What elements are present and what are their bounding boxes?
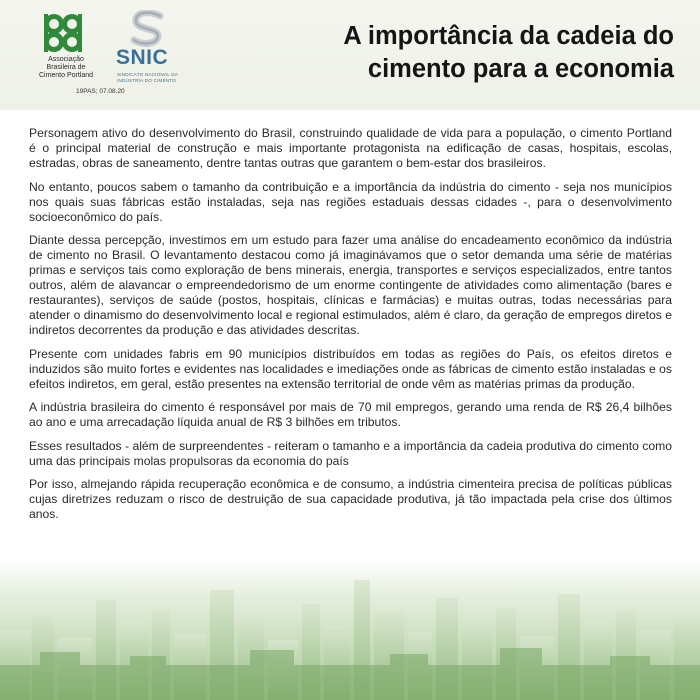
abcp-line: Brasileira de <box>46 64 86 71</box>
snic-name: SNIC <box>116 46 169 69</box>
article-paragraph: Por isso, almejando rápida recuperação econômica e de consumo, a indústria cimenteira precisa de políticas públicas cujas diretrizes reduzam o risco de destruição de sua capacidade produtiva, já tão impactada pela crise dos últimos anos. <box>29 477 672 521</box>
city-skyline-image <box>0 560 700 700</box>
abcp-name <box>22 56 110 80</box>
article-paragraph: Esses resultados - além de surpreendentes - reiteram o tamanho e a importância da cadeia produtiva do cimento como uma das principais molas propulsoras da economia do país <box>29 438 672 468</box>
article-paragraph: Diante dessa percepção, investimos em um estudo para fazer uma análise do encadeamento econômico da indústria de cimento no Brasil. O levantamento destacou como já imaginávamos que o setor demanda uma série de matérias primas e serviços tais como exploração de bens minerais, energia, transportes e serviços especializados, entre tantos outros, além de alavancar o empreendedorismo de um enorme contingente de atividades como alimentação (bares e restaurantes), serviços de saúde (postos, hospitais, clínicas e farmácias) e muitas outras, todas necessárias para atender o dinamismo do desenvolvimento local e regional estimulados, além é claro, da geração de empregos diretos e indiretos decorrentes da produção e das atividades descritas. <box>29 233 672 337</box>
header-banner <box>0 0 700 110</box>
abcp-line: Associação <box>48 56 84 63</box>
title-line: cimento para a economia <box>367 55 674 83</box>
snic-subtitle-line: INDÚSTRIA DO CIMENTO <box>117 77 177 83</box>
title-line: A importância da cadeia do <box>343 22 674 50</box>
snic-subtitle-line: SINDICATO NACIONAL DA <box>117 72 179 77</box>
article-paragraph: Presente com unidades fabris em 90 municípios distribuídos em todas as regiões do País, os efeitos diretos e induzidos são muito fortes e evidentes nas localidades e imediações onde as fábricas de cimento estão instaladas e os efeitos indiretos, em geral, estão presentes na extensão territorial de onde vêm as matérias primas da produção. <box>29 346 672 391</box>
snic-subtitle <box>117 72 187 83</box>
abcp-line: Cimento Portland <box>38 72 94 79</box>
article-paragraph: No entanto, poucos sabem o tamanho da contribuição e a importância da indústria do cimento - seja nos municípios nos quais suas fábricas estão instaladas, seja nas regiões estaduais dessas cidades -, para o desenvolvimento socioeconômico do país. <box>29 179 672 224</box>
article-body <box>29 126 672 531</box>
snic-logo-icon <box>112 10 188 50</box>
document-code: 19PAS; 07.08.20 <box>76 88 125 95</box>
page-title <box>254 20 674 86</box>
article-paragraph: A indústria brasileira do cimento é responsável por mais de 70 mil empregos, gerando uma renda de R$ 26,4 bilhões ao ano e uma arrecadação líquida anual de R$ 3 bilhões em tributos. <box>29 400 672 429</box>
article-paragraph: Personagem ativo do desenvolvimento do Brasil, construindo qualidade de vida para a população, o cimento Portland é o principal material de construção e mais importante protagonista na edificação de casas, hospitais, escolas, estradas, obras de saneamento, dentre tantas outras que garantem o bem-estar dos brasileiros. <box>29 126 672 170</box>
